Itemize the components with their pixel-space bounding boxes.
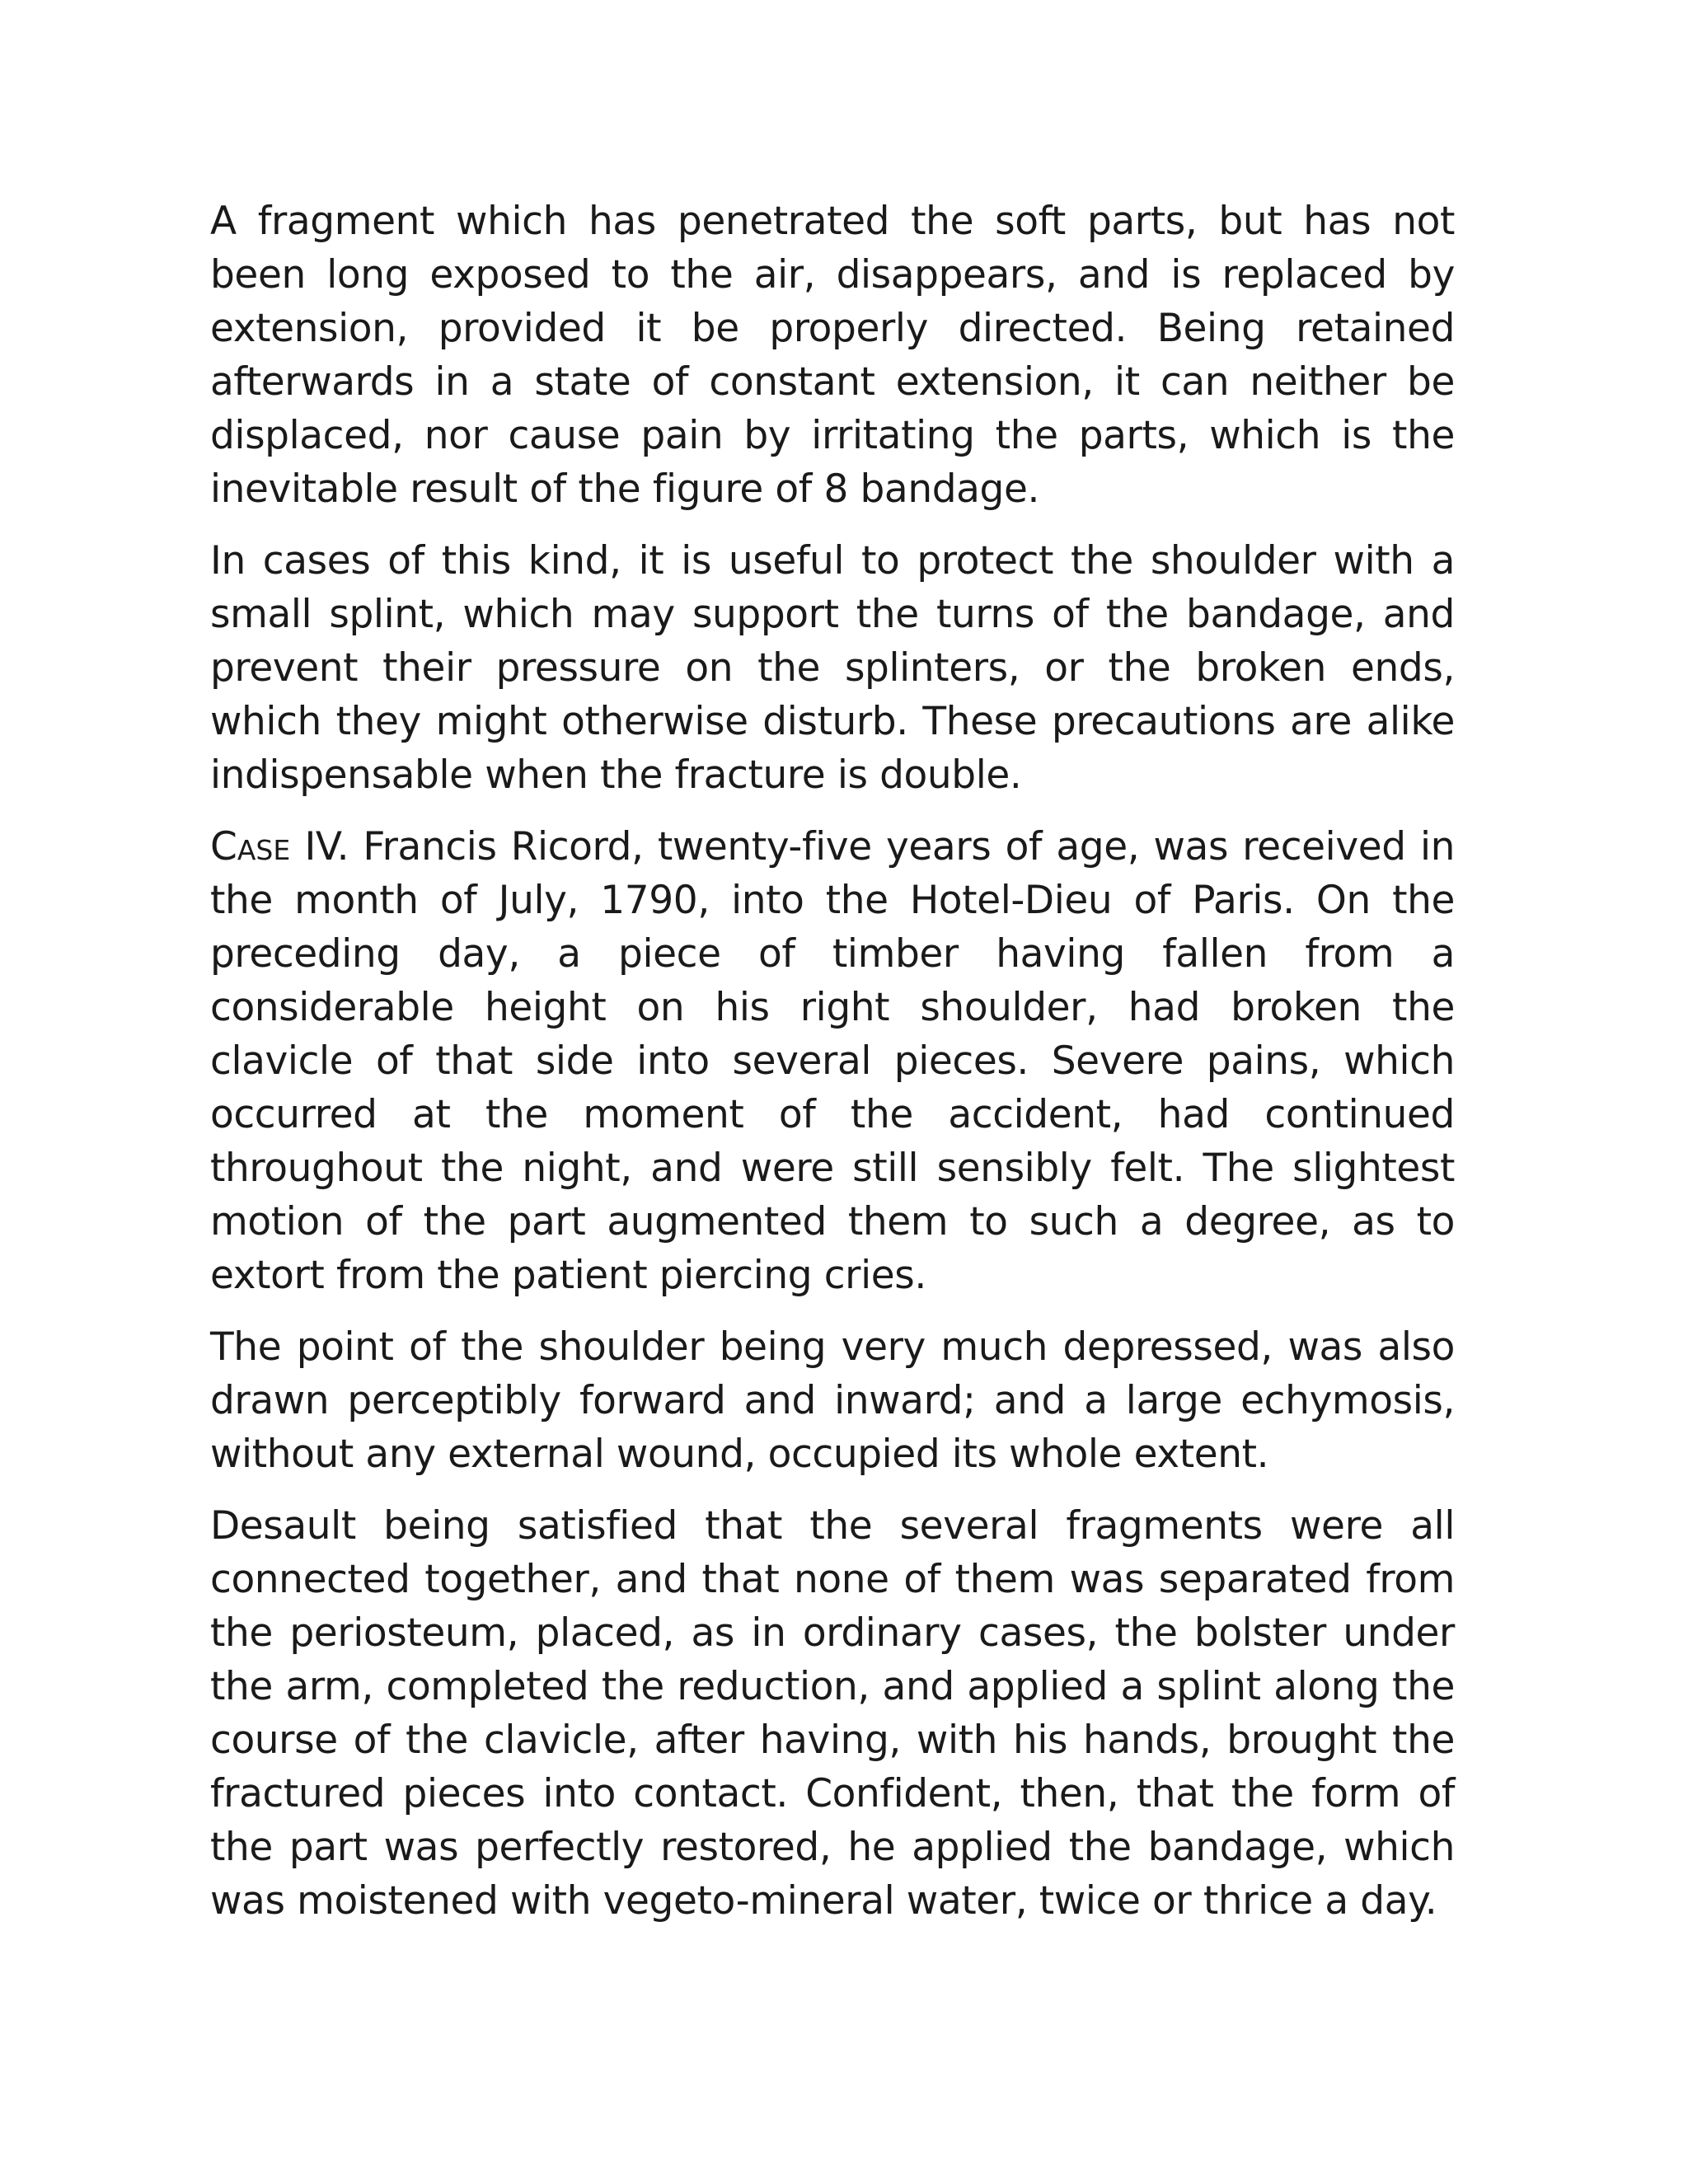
case-heading: Case [210,824,291,869]
paragraph-1: A fragment which has penetrated the soft parts, but has not been long exposed to the air, disappears, and is replaced by extension, provided it be properly directed. Being retained afterwards in a state of constant extension, it can neither be displaced, nor cause pain by irritating the parts, which is the inevitable result of the figure of 8 bandage. [210,199,1455,512]
paragraph-4: The point of the shoulder being very much depressed, was also drawn perceptibly forward and inward; and a large echymosis, without any external wound, occupied its whole extent. [210,1324,1455,1477]
paragraph-5: Desault being satisfied that the several fragments were all connected together, and that none of them was separated from the periosteum, placed, as in ordinary cases, the bolster under the arm, completed the reduction, and applied a splint along the course of the clavicle, after having, with his hands, brought the fractured pieces into contact. Confident, then, that the form of the part was perfectly restored, he applied the bandage, which was moistened with vegeto-mineral water, twice or thrice a day. [210,1503,1455,1924]
body-text [210,194,1455,1946]
paragraph-3-text: IV. Francis Ricord, twenty-five years of age, was received in the month of July, 1790, into the Hotel-Dieu of Paris. On the preceding day, a piece of timber having fallen from a considerable height on his right shoulder, had broken the clavicle of that side into several pieces. Severe pains, which occurred at the moment of the accident, had continued throughout the night, and were still sensibly felt. The slightest motion of the part augmented them to such a degree, as to extort from the patient piercing cries. [210,824,1455,1298]
paragraph-3 [210,820,1455,1302]
paragraph-2: In cases of this kind, it is useful to protect the shoulder with a small splint, which may support the turns of the bandage, and prevent their pressure on the splinters, or the broken ends, which they might otherwise disturb. These precautions are alike indispensable when the fracture is double. [210,538,1455,798]
